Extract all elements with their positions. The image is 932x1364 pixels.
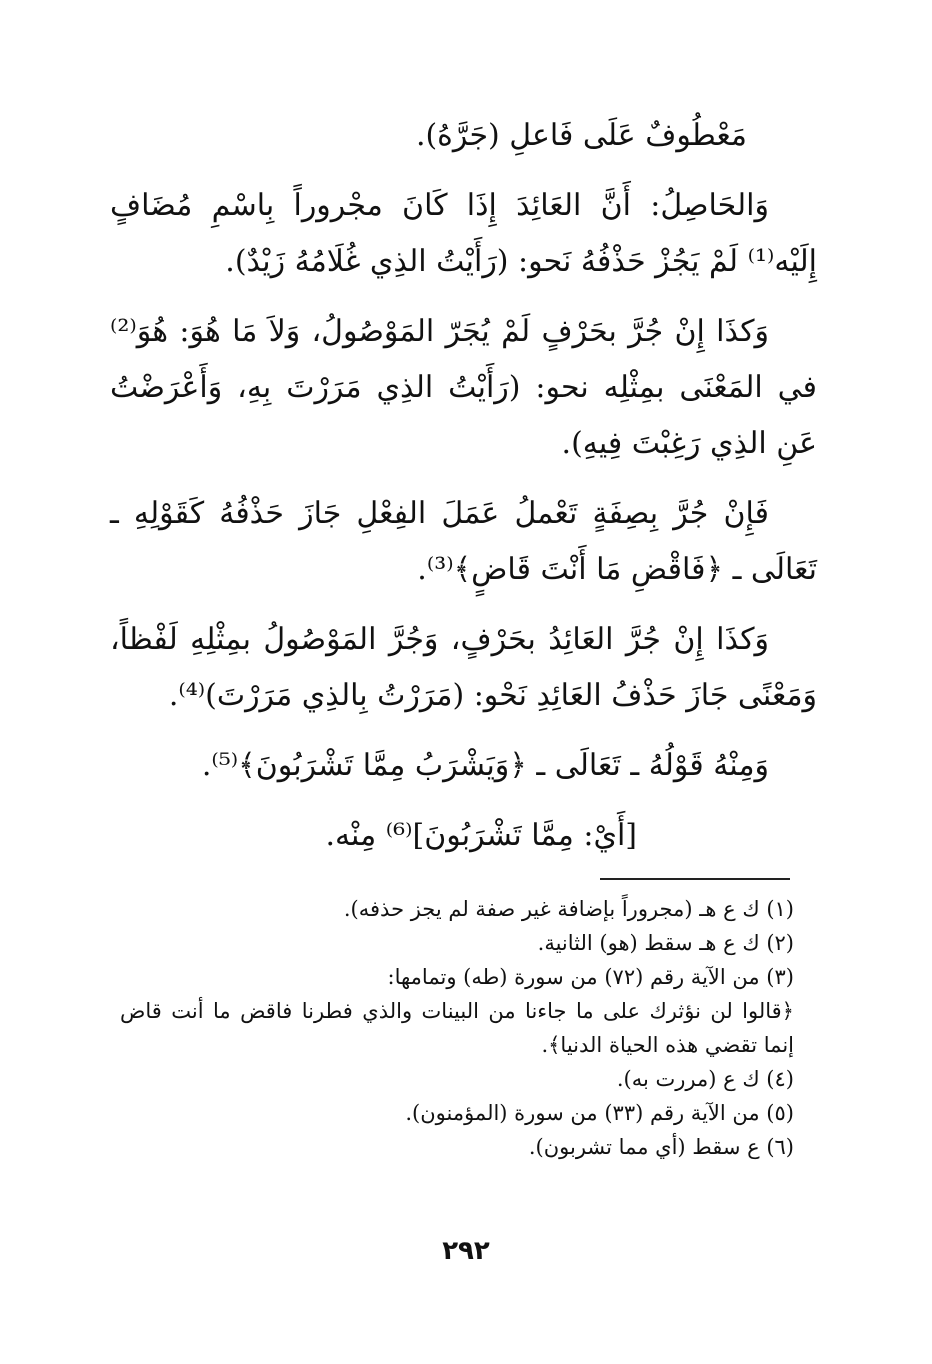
paragraph-6: وَمِنْهُ قَوْلُهُ ـ تَعَالَى ـ ﴿وَيَشْرَبُ مِمَّا تَشْرَبُونَ﴾⁽⁵⁾. (201, 748, 769, 783)
footnote-divider (600, 878, 790, 880)
footnote-3: (٣) من الآية رقم (٧٢) من سورة (طه) وتمامها: (387, 965, 794, 989)
footnote-2: (٢) ك ع هـ سقط (هو) الثانية. (537, 931, 794, 955)
footnote-6: (٦) ع سقط (أي مما تشربون). (528, 1135, 794, 1159)
footnote-3-continuation: ﴿قالوا لن نؤثرك على ما جاءنا من البينات والذي فطرنا فاقض ما أنت قاض إنما تقضي هذه الحياة الدنيا﴾. (120, 999, 794, 1057)
footnote-4: (٤) ك ع (مررت به). (616, 1067, 794, 1091)
paragraph-3: وَكذَا إِنْ جُرَّ بحَرْفٍ لَمْ يُجَرّ المَوْصُولُ، وَلاَ مَا هُوَ: هُوَ⁽²⁾ في المَعْنَى بمِثْلِه نحو: (رَأَيْتُ الذِي مَرَرْتَ بِهِ، وَأَعْرَضْتُ عَنِ الذِي رَغِبْتَ فِيهِ). (110, 314, 817, 461)
footnotes (120, 892, 794, 1164)
paragraph-1: مَعْطُوفٌ عَلَى فَاعلِ (جَرَّهُ). (415, 118, 747, 153)
footnote-5: (٥) من الآية رقم (٣٣) من سورة (المؤمنون). (405, 1101, 794, 1125)
main-text (110, 108, 817, 878)
paragraph-4: فَإِنْ جُرَّ بِصِفَةٍ تَعْملُ عَمَلَ الفِعْلِ جَازَ حَذْفُهُ كَقَوْلِهِ ـ تَعَالَى ـ ﴿فَاقْضِ مَا أَنْتَ قَاضٍ﴾⁽³⁾. (110, 496, 817, 587)
paragraph-2: وَالحَاصِلُ: أَنَّ العَائِدَ إِذَا كَانَ مجْروراً بِاسْمِ مُضَافٍ إِلَيْه⁽¹⁾ لَمْ يَجُزْ حَذْفُهُ نَحو: (رَأَيْتُ الذِي غُلَامُهُ زَيْدٌ). (110, 188, 817, 279)
page-number: ٢٩٢ (442, 1236, 490, 1266)
paragraph-5: وَكذَا إِنْ جُرَّ العَائِدُ بحَرْفٍ، وَجُرَّ المَوْصُولُ بمِثْلِهِ لَفْظاً، وَمَعْنًى جَازَ حَذْفُ العَائِدِ نَحْو: (مَرَرْتُ بِالذِي مَرَرْتَ)⁽⁴⁾. (110, 622, 817, 713)
paragraph-7: [أَيْ: مِمَّا تَشْرَبُونَ]⁽⁶⁾ مِنْه. (325, 818, 637, 853)
footnote-1: (١) ك ع هـ (مجروراً بإضافة غير صفة لم يجز حذفه). (343, 897, 794, 921)
